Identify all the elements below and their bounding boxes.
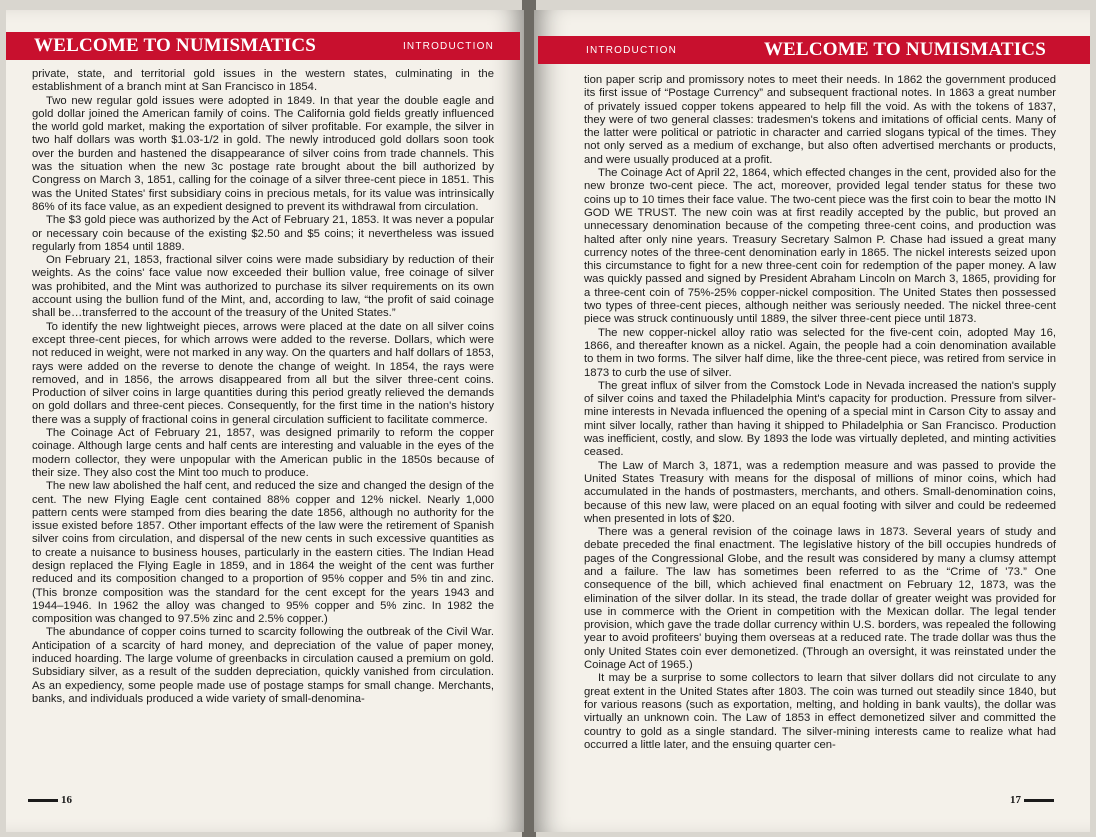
right-page <box>534 10 1090 832</box>
paragraph: private, state, and territorial gold issues in the western states, culminating in the establishment of a branch mint at San Francisco in 1854. <box>32 68 494 94</box>
left-page-number <box>28 794 72 806</box>
right-page-number <box>1010 794 1054 806</box>
right-page-text <box>584 74 1056 752</box>
paragraph: There was a general revision of the coinage laws in 1873. Several years of study and debate preceded the final enactment. The legislative history of the bill occupies hundreds of pages of the Congressional Globe, and the result was considered by many a clumsy attempt and a failure. The law has sometimes been referred to as the “Crime of '73.” One consequence of the bill, which achieved final enactment on February 12, 1873, was the elimination of the silver dollar. In its stead, the trade dollar of greater weight was provided for use in commerce with the Orient in competition with the Mexican dollar. The legal tender provision, which gave the trade dollar currency within U.S. borders, was repealed the following year to avoid profiteers' buying them overseas at a reduced rate. The trade dollar was thus the only United States coin ever demonetized. (Through an oversight, it was reinstated under the Coinage Act of 1965.) <box>584 526 1056 672</box>
page-number: 16 <box>61 794 72 806</box>
left-page-banner <box>6 32 520 60</box>
paragraph: tion paper scrip and promissory notes to meet their needs. In 1862 the government produced its first issue of “Postage Currency” and subsequent fractional notes. In 1863 a great number of privately issued copper tokens appeared to help fill the void. As with the tokens of 1837, they were of two general classes: tradesmen's tokens and imitations of official cents. Many of the latter were political or patriotic in character and carried slogans typical of the times. They not only served as a medium of exchange, but also often advertised merchants or products, and were usually produced at a profit. <box>584 74 1056 166</box>
paragraph: On February 21, 1853, fractional silver coins were made subsidiary by reduction of their weights. As the coins' face value now exceeded their bullion value, free coinage of silver was prohibited, and the Mint was authorized to purchase its silver requirements on its own account using the bullion fund of the Mint, and, according to law, “the profit of said coinage shall be…transferred to the account of the treasury of the United States.” <box>32 254 494 320</box>
left-page <box>6 10 524 832</box>
page-number: 17 <box>1010 794 1021 806</box>
paragraph: The $3 gold piece was authorized by the Act of February 21, 1853. It was never a popular or necessary coin because of the existing $2.50 and $5 coins; it nevertheless was issued regularly from 1854 until 1889. <box>32 214 494 253</box>
paragraph: To identify the new lightweight pieces, arrows were placed at the date on all silver coins except three-cent pieces, for which arrows were added to the reverse. Dollars, which were not reduced in weight, were not marked in any way. On the quarters and half dollars of 1853, rays were added on the reverse to denote the change of weight. In 1854, the rays were removed, and in 1856, the arrows disappeared from all but the silver three-cent coins. Production of silver coins in large quantities during this period greatly relieved the demands on gold dollars and three-cent pieces. Consequently, for the first time in the nation's history there was a supply of fractional coins in general circulation sufficient to facilitate commerce. <box>32 320 494 426</box>
right-banner-title: WELCOME TO NUMISMATICS <box>763 39 1046 60</box>
right-banner-section: INTRODUCTION <box>586 44 678 56</box>
left-page-text <box>32 68 494 706</box>
paragraph: The great influx of silver from the Comstock Lode in Nevada increased the nation's supply of silver coins and taxed the Philadelphia Mint's capacity for production. Pressure from silver-mine interests in Nevada influenced the opening of a special mint in Carson City to assay and mint silver locally, rather than having it shipped to Philadelphia or San Francisco. Production was inefficient, costly, and slow. By 1893 the lode was virtually depleted, and minting activities ceased. <box>584 379 1056 459</box>
left-banner-section: INTRODUCTION <box>402 40 494 52</box>
folio-rule <box>28 799 58 802</box>
paragraph: The abundance of copper coins turned to scarcity following the outbreak of the Civil War. Anticipation of a scarcity of hard money, and depreciation of the value of paper money, induced hoarding. The large volume of greenbacks in circulation caused a premium on gold. Subsidiary silver, as a result of the sudden depreciation, quickly vanished from circulation. As an expediency, some people made use of postage stamps for small change. Merchants, banks, and individuals produced a wide variety of small-denomina- <box>32 626 494 705</box>
paragraph: Two new regular gold issues were adopted in 1849. In that year the double eagle and gold dollar joined the American family of coins. The California gold fields greatly influenced the world gold market, making the exportation of silver profitable. For example, the silver in two half dollars was worth $1.03-1/2 in gold. The newly introduced gold dollars soon took over the burden and hastened the disappearance of silver coins from trade channels. This was the situation when the new 3c postage rate brought about the bill authorized by Congress on March 3, 1851, calling for the coinage of a silver three-cent piece in 1851. This was the United States' first subsidiary coins in precious metals, for its value was intrinsically 86% of its face value, as an expedient designed to prevent its withdrawal from circulation. <box>32 94 494 213</box>
paragraph: The Coinage Act of February 21, 1857, was designed primarily to reform the copper coinage. Although large cents and half cents are interesting and valuable in the eyes of the modern collector, they were unpopular with the American public in the 1850s because of their size. They also cost the Mint too much to produce. <box>32 427 494 479</box>
paragraph: It may be a surprise to some collectors to learn that silver dollars did not circulate to any great extent in the United States after 1803. The coin was turned out steadily since 1840, but for various reasons (such as exportation, melting, and holding in bank vaults), the dollar was virtually an unknown coin. The Law of 1853 in effect demonetized silver and committed the country to gold as a single standard. The silver-mining interests came to realize what had occurred a little later, and the ensuing quarter cen- <box>584 672 1056 751</box>
folio-rule <box>1024 799 1054 802</box>
left-banner-title: WELCOME TO NUMISMATICS <box>34 35 317 56</box>
paragraph: The Law of March 3, 1871, was a redemption measure and was passed to provide the United States Treasury with means for the disposal of millions of minor coins, which had accumulated in the hands of postmasters, merchants, and others. Small-denomination coins, because of this new law, were placed on an equal footing with silver and could be redeemed when presented in lots of $20. <box>584 459 1056 525</box>
paragraph: The new copper-nickel alloy ratio was selected for the five-cent coin, adopted May 16, 1866, and thereafter known as a nickel. Again, the people had a coin denomination available to them in two forms. The silver half dime, like the three-cent piece, was retired from service in 1873 to curb the use of silver. <box>584 326 1056 379</box>
paragraph: The new law abolished the half cent, and reduced the size and changed the design of the cent. The new Flying Eagle cent contained 88% copper and 12% nickel. Nearly 1,000 pattern cents were stamped from dies bearing the date 1856, although no authority for the issue existed before 1857. Other important effects of the law were the retirement of Spanish silver coins from circulation, and dispersal of the new cents in such excessive quantities as to create a nuisance to business houses, particularly in the eastern cities. The Indian Head design replaced the Flying Eagle in 1859, and in 1864 the weight of the cent was further reduced and its composition changed to a proportion of 95% copper and 5% tin and zinc. (This bronze composition was the standard for the cent except for the years 1943 and 1944–1946. In 1962 the alloy was changed to 95% copper and 5% zinc. In 1982 the composition was changed to 97.5% zinc and 2.5% copper.) <box>32 480 494 626</box>
paragraph: The Coinage Act of April 22, 1864, which effected changes in the cent, provided also for the new bronze two-cent piece. The act, moreover, provided legal tender status for these two coins up to 10 times their face value. The two-cent piece was the first coin to bear the motto IN GOD WE TRUST. The new coin was at first readily accepted by the public, but proved an unnecessary denomination because of the competing three-cent coins, and production was halted after only nine years. Treasury Secretary Salmon P. Chase had issued a great many currency notes of the three-cent denomination early in 1865. The nickel interests seized upon this circumstance to fight for a new three-cent coin for redemption of the paper money. A law was quickly passed and signed by President Abraham Lincoln on March 3, 1865, providing for a three-cent coin of 75%-25% copper-nickel composition. The United States then possessed two types of three-cent pieces, although neither was seriously needed. The nickel three-cent piece was struck continuously until 1889, the silver three-cent piece until 1873. <box>584 167 1056 326</box>
right-page-banner <box>538 36 1090 64</box>
